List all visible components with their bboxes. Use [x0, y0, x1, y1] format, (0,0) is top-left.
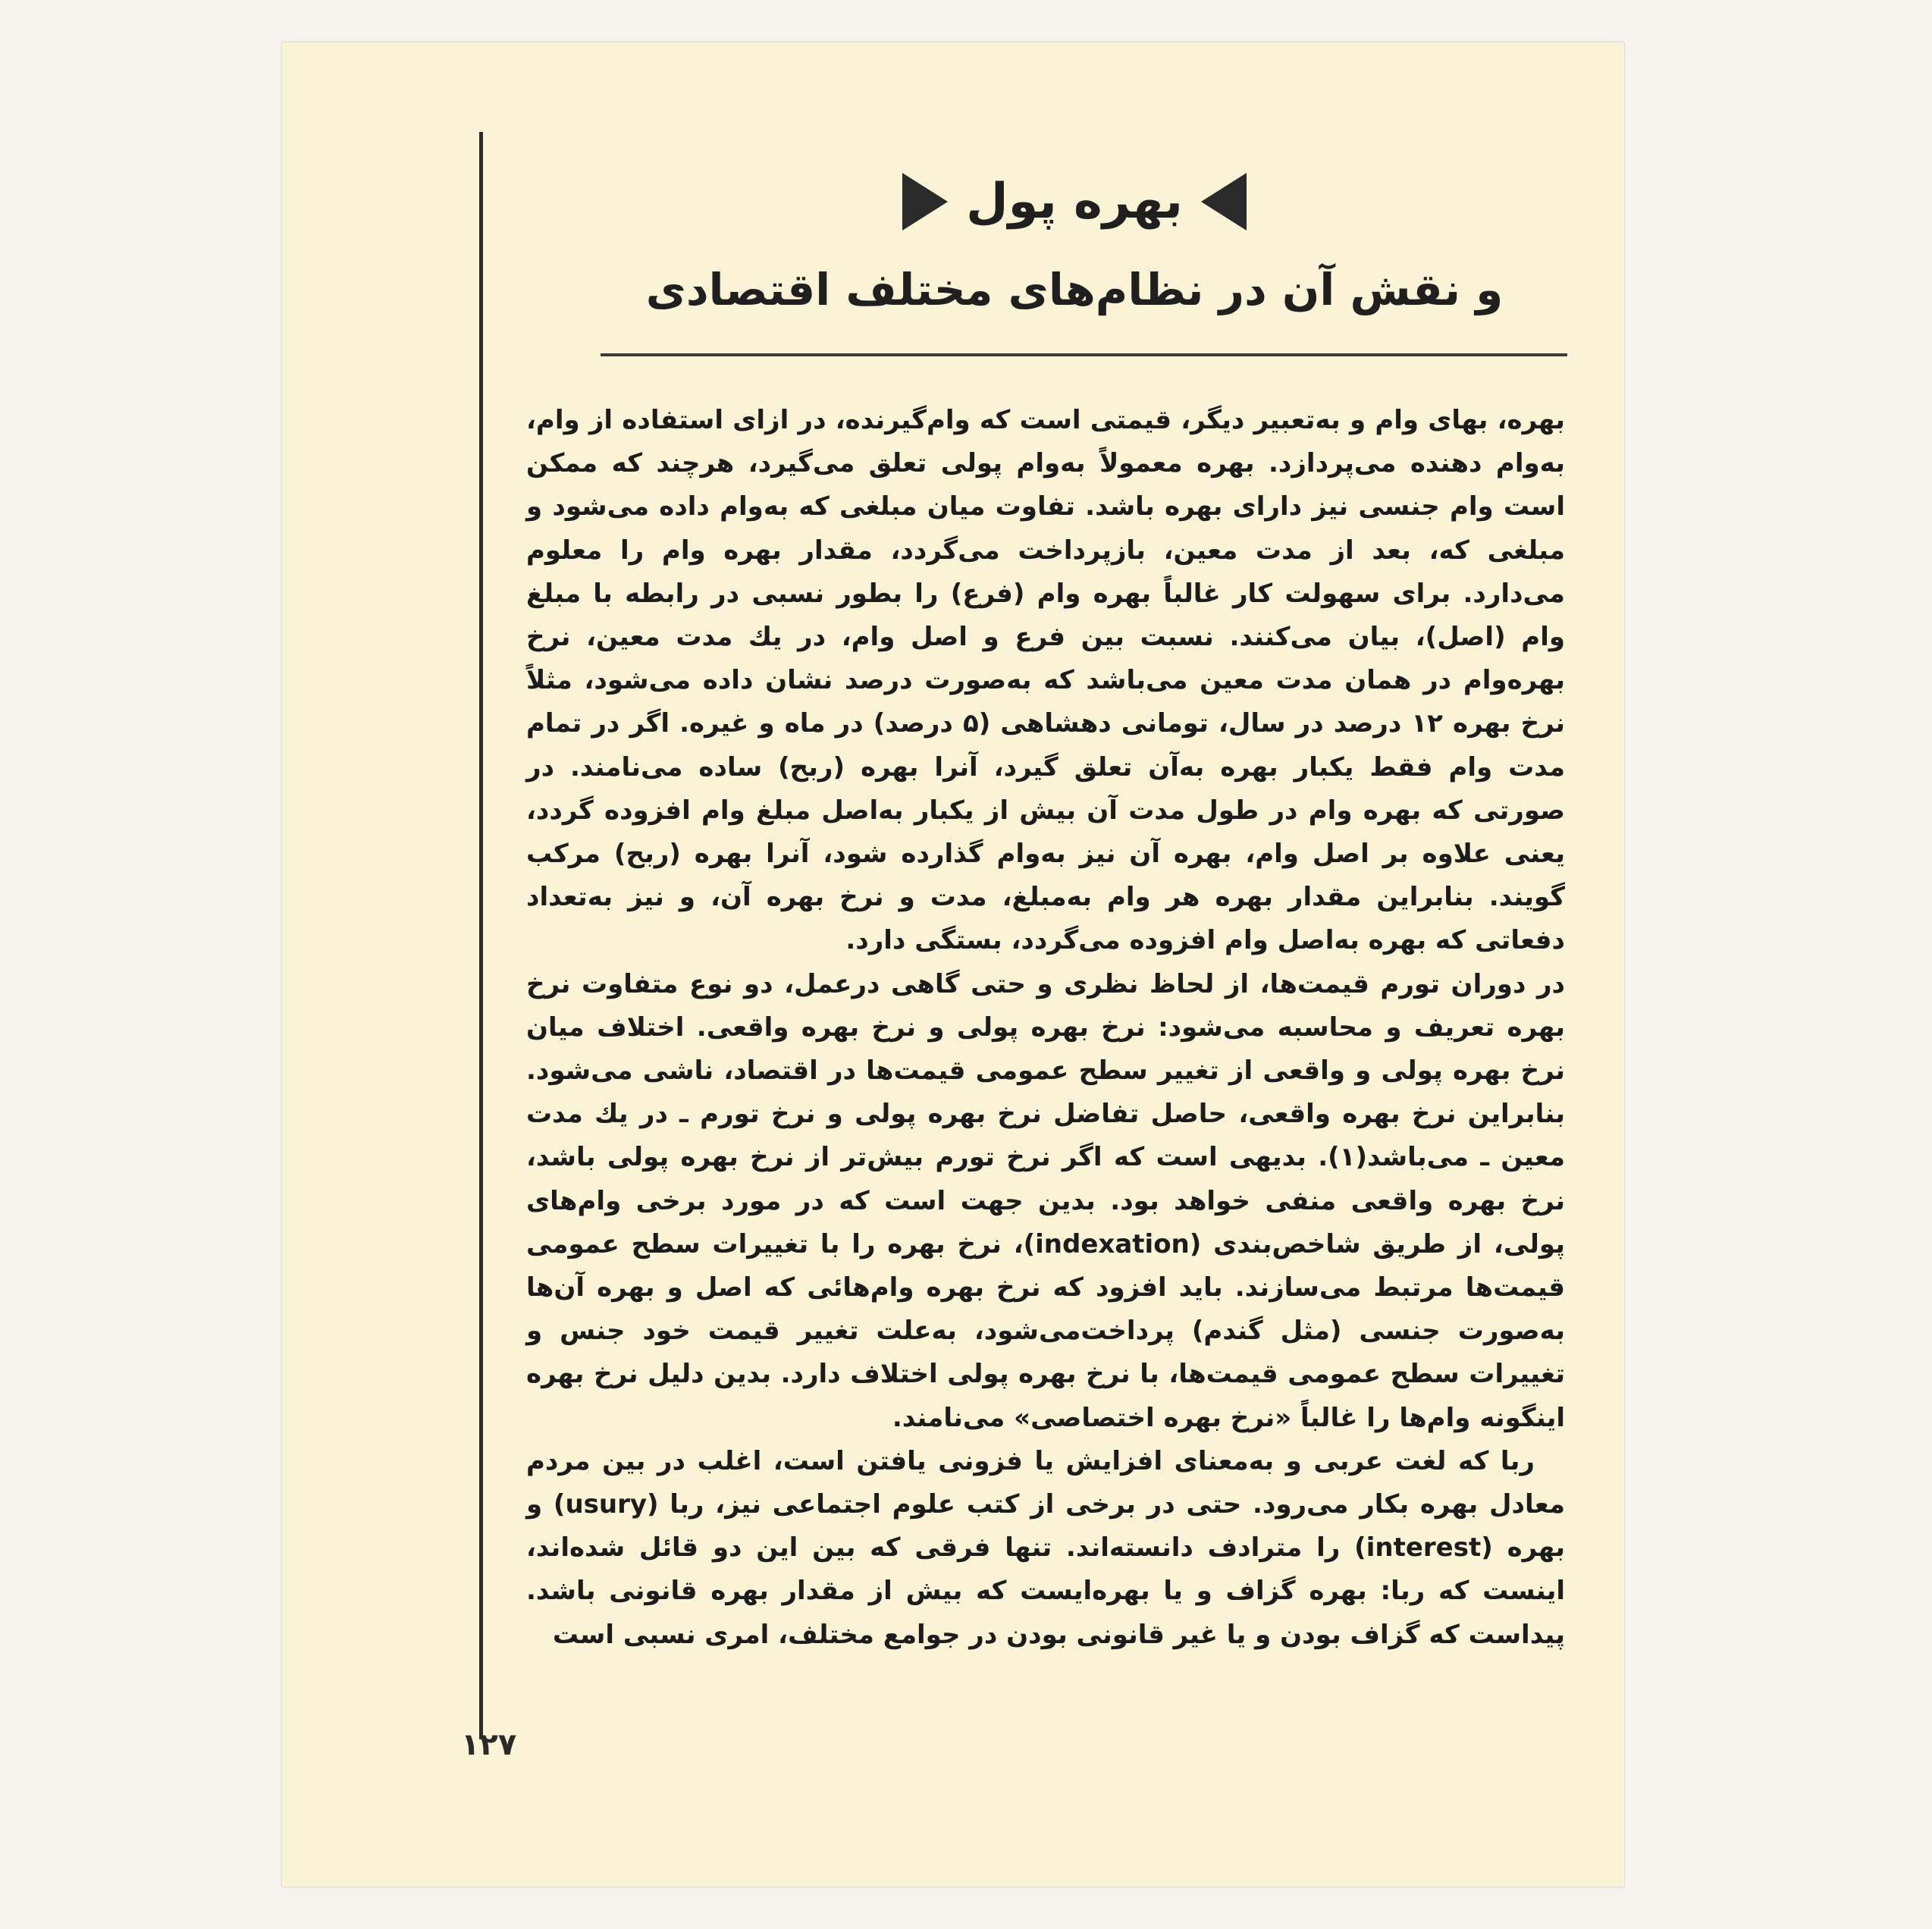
article-body	[526, 399, 1565, 1657]
paragraph: بهره، بهای وام و به‌تعبیر دیگر، قیمتی است که وام‌گیرنده، در ازای استفاده از وام، به‌وام دهنده می‌پردازد. بهره معمولاً به‌وام پولی تعلق می‌گیرد، هرچند که ممکن است وام جنسی نیز دارای بهره باشد. تفاوت میان مبلغی که به‌وام داده می‌شود و مبلغی که، بعد از مدت معین، بازپرداخت می‌گردد، مقدار بهره وام را معلوم می‌دارد. برای سهولت کار غالباً بهره وام (فرع) را بطور نسبی در رابطه با مبلغ وام (اصل)، بیان می‌کنند. نسبت بین فرع و اصل وام، در یك مدت معین، نرخ بهره‌وام در همان مدت معین می‌باشد که به‌صورت درصد نشان داده می‌شود، مثلاً نرخ بهره ۱۲ درصد در سال، تومانی دهشاهی (۵ درصد) در ماه و غیره. اگر در تمام مدت وام فقط یکبار بهره به‌آن تعلق گیرد، آنرا بهره (ربح) ساده می‌نامند. در صورتی که بهره وام در طول مدت آن بیش از یکبار به‌اصل مبلغ وام افزوده گردد، یعنی علاوه بر اصل وام، بهره آن نیز به‌وام گذارده شود، آنرا بهره (ربح) مرکب گویند. بنابراین مقدار بهره هر وام به‌مبلغ، مدت و نرخ بهره آن، و نیز به‌تعداد دفعاتی که بهره به‌اصل وام افزوده می‌گردد، بستگی دارد.	[526, 405, 1565, 956]
title-row	[585, 171, 1563, 232]
title-block	[585, 171, 1563, 315]
book-page	[282, 42, 1624, 1887]
paragraph: در دوران تورم قیمت‌ها، از لحاظ نظری و حتی گاهی درعمل، دو نوع متفاوت نرخ بهره تعریف و محاسبه می‌شود: نرخ بهره پولی و نرخ بهره واقعی. اختلاف میان نرخ بهره پولی و واقعی از تغییر سطح عمومی قیمت‌ها در اقتصاد، ناشی می‌شود. بنابراین نرخ بهره واقعی، حاصل تفاضل نرخ بهره پولی و نرخ تورم ـ در یك مدت معین ـ می‌باشد(۱). بدیهی است که اگر نرخ تورم بیش‌تر از نرخ بهره پولی باشد، نرخ بهره واقعی منفی خواهد بود. بدین جهت است که در مورد برخی وام‌های پولی، از طریق شاخص‌بندی (indexation)، نرخ بهره را با تغییرات سطح عمومی قیمت‌ها مرتبط می‌سازند. باید افزود که نرخ بهره وام‌هائی که اصل و بهره آن‌ها به‌صورت جنسی (مثل گندم) پرداخت‌می‌شود، به‌علت تغییر قیمت خود جنس و تغییرات سطح عمومی قیمت‌ها، با نرخ بهره پولی اختلاف دارد. بدین دلیل نرخ بهره اینگونه وام‌ها را غالباً «نرخ بهره اختصاصی» می‌نامند.	[526, 968, 1566, 1433]
page-title: بهره پول	[966, 174, 1183, 230]
margin-rule	[479, 132, 483, 1739]
page-number: ۱۲۷	[461, 1727, 517, 1762]
right-pointer-icon	[902, 173, 948, 231]
paragraph: ربا که لغت عربی و به‌معنای افزایش یا فزونی یافتن است، اغلب در بین مردم معادل بهره بکار می‌رود. حتی در برخی از کتب علوم اجتماعی نیز، ربا (usury) و بهره (interest) را مترادف دانسته‌اند. تنها فرقی که بین این دو قائل شده‌اند، اینست که ربا: بهره گزاف و یا بهره‌ایست که بیش از مقدار بهره قانونی باشد. پیداست که گزاف بودن و یا غیر قانونی بودن در جوامع مختلف، امری نسبی است	[526, 1445, 1565, 1650]
left-pointer-icon	[1201, 173, 1247, 231]
page-subtitle: و نقش آن در نظام‌های مختلف اقتصادی	[645, 264, 1504, 315]
title-underline	[601, 353, 1567, 356]
